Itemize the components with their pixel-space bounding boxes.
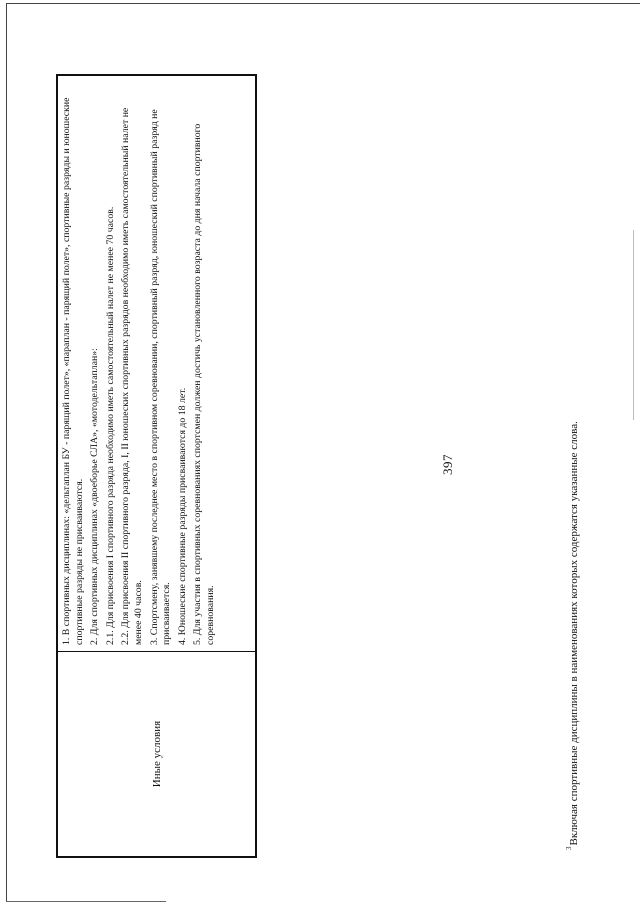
condition-item-5: 5. Для участия в спортивных соревнованиях спортсмен должен достичь установленного возраста до дня начала спортивного соревнования. bbox=[192, 123, 216, 645]
condition-item-2-2: 2.2. Для присвоения II спортивного разряда, I, II юношеских спортивных разрядов необходимо иметь самостоятельный налет не менее 40 часов. bbox=[120, 107, 144, 645]
condition-item-3: 3. Спортсмену, занявшему последнее место в спортивном соревновании, спортивный разряд, юношеский спортивный разряд не присваивается. bbox=[148, 109, 173, 645]
condition-item-4: 4. Юношеские спортивные разряды присваиваются до 18 лет. bbox=[176, 387, 188, 645]
condition-item-1: 1. В спортивных дисциплинах: «дельтаплан БУ - парящий полет», «параплан - парящий полет», спортивные разряды и юношеские спортивные разряды не присваиваются. bbox=[61, 97, 85, 645]
page-number: 397 bbox=[440, 454, 455, 475]
condition-item-2-1: 2.1. Для присвоения I спортивного разряда необходимо иметь самостоятельный налет не менее 70 часов. bbox=[104, 206, 116, 645]
table-row-content bbox=[58, 76, 255, 651]
footnote bbox=[565, 421, 580, 850]
footnote-text: Включая спортивные дисциплины в наименованиях которых содержатся указанные слова. bbox=[568, 421, 580, 846]
table-row-label: Иные условия bbox=[58, 651, 255, 856]
conditions-table bbox=[56, 74, 257, 858]
condition-item-2: 2. Для спортивных дисциплинах «двоеборье СЛА», «мотодельтаплан»: bbox=[89, 348, 101, 645]
footnote-marker: 3 bbox=[565, 846, 573, 850]
